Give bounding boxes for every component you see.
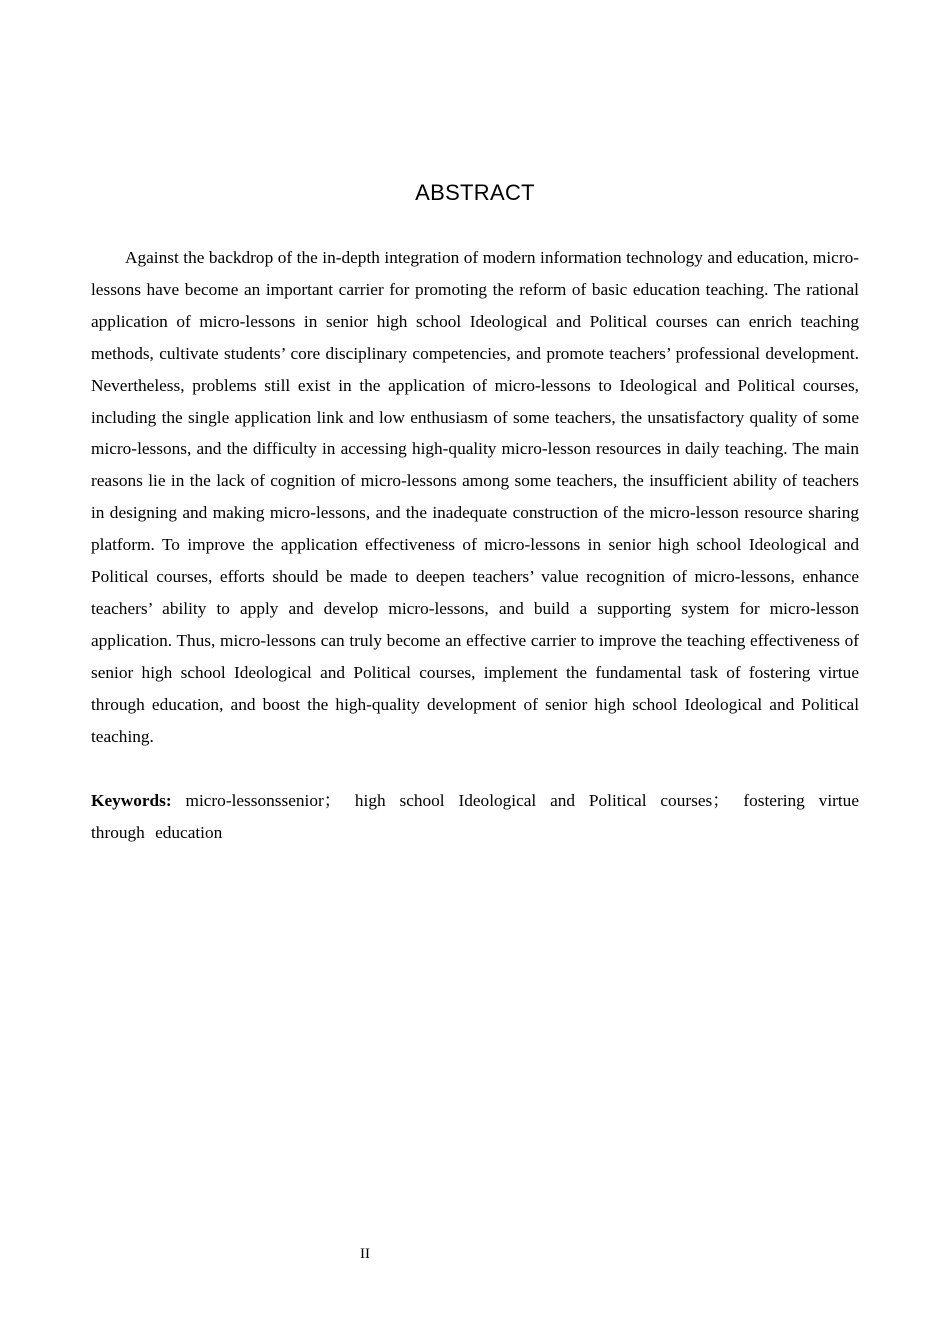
keywords-paragraph bbox=[91, 785, 859, 848]
abstract-title: ABSTRACT bbox=[415, 180, 535, 205]
keywords-label: Keywords: bbox=[91, 791, 172, 810]
keywords-list: micro-lessonssenior； high school Ideological and Political courses； fostering virtue through education bbox=[91, 791, 859, 842]
page-number: II bbox=[360, 1246, 370, 1262]
abstract-body: Against the backdrop of the in-depth integration of modern information technology and education, micro-lessons have become an important carrier for promoting the reform of basic education teaching. The rational application of micro-lessons in senior high school Ideological and Political courses can enrich teaching methods, cultivate students’ core disciplinary competencies, and promote teachers’ professional development. Nevertheless, problems still exist in the application of micro-lessons to Ideological and Political courses, including the single application link and low enthusiasm of some teachers, the unsatisfactory quality of some micro-lessons, and the difficulty in accessing high-quality micro-lesson resources in daily teaching. The main reasons lie in the lack of cognition of micro-lessons among some teachers, the insufficient ability of teachers in designing and making micro-lessons, and the inadequate construction of the micro-lesson resource sharing platform. To improve the application effectiveness of micro-lessons in senior high school Ideological and Political courses, efforts should be made to deepen teachers’ value recognition of micro-lessons, enhance teachers’ ability to apply and develop micro-lessons, and build a supporting system for micro-lesson application. Thus, micro-lessons can truly become an effective carrier to improve the teaching effectiveness of senior high school Ideological and Political courses, implement the fundamental task of fostering virtue through education, and boost the high-quality development of senior high school Ideological and Political teaching. bbox=[91, 248, 859, 746]
